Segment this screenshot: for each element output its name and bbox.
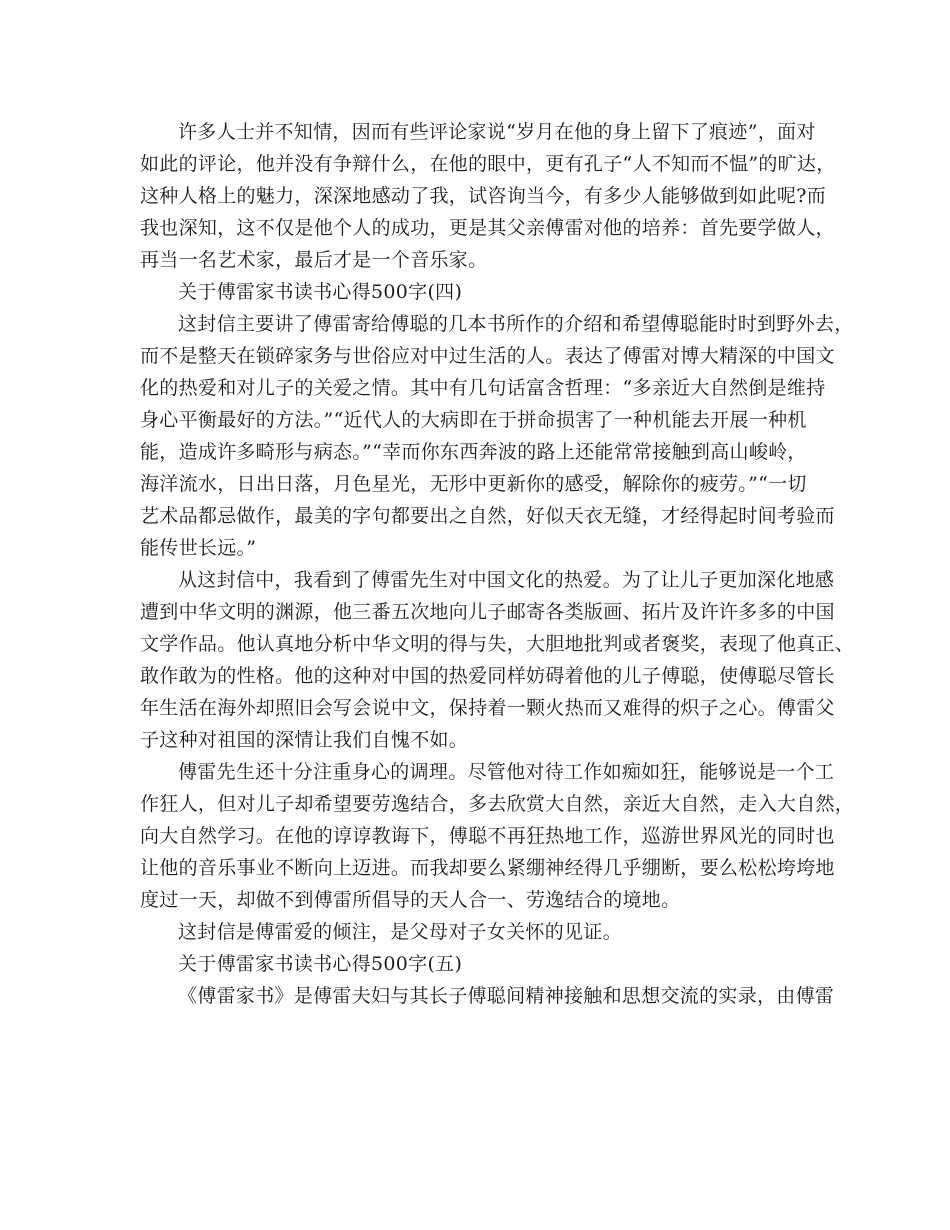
text-line: 而不是整天在锁碎家务与世俗应对中过生活的人。表达了傅雷对博大精深的中国文 (140, 345, 835, 367)
text-line: 关于傅雷家书读书心得500字(四) (178, 281, 463, 303)
text-line: 许多人士并不知情，因而有些评论家说“岁月在他的身上留下了痕迹”，面对 (178, 121, 816, 143)
text-line: 从这封信中，我看到了傅雷先生对中国文化的热爱。为了让儿子更加深化地感 (178, 569, 835, 591)
text-line: 海洋流水，日出日落，月色星光，无形中更新你的感受，解除你的疲劳。”“一切 (140, 473, 807, 495)
text-line: 度过一天，却做不到傅雷所倡导的天人合一、劳逸结合的境地。 (140, 889, 681, 911)
text-line: 化的热爱和对儿子的关爱之情。其中有几句话富含哲理：“多亲近大自然倒是维持 (140, 377, 826, 399)
text-line: 《傅雷家书》是傅雷夫妇与其长子傅聪间精神接触和思想交流的实录，由傅雷 (178, 985, 835, 1007)
text-line: 再当一名艺术家，最后才是一个音乐家。 (140, 249, 488, 271)
text-line: 向大自然学习。在他的谆谆教诲下，傅聪不再狂热地工作，巡游世界风光的同时也 (140, 825, 835, 847)
text-line: 身心平衡最好的方法。”“近代人的大病即在于拼命损害了一种机能去开展一种机 (140, 409, 807, 431)
text-line: 这封信主要讲了傅雷寄给傅聪的几本书所作的介绍和希望傅聪能时时到野外去， (178, 313, 854, 335)
text-line: 敢作敢为的性格。他的这种对中国的热爱同样妨碍着他的儿子傅聪，使傅聪尽管长 (140, 665, 835, 687)
text-line: 这种人格上的魅力，深深地感动了我，试咨询当今，有多少人能够做到如此呢?而 (140, 185, 826, 207)
text-line: 年生活在海外却照旧会写会说中文，保持着一颗火热而又难得的炽子之心。傅雷父 (140, 697, 835, 719)
text-line: 子这种对祖国的深情让我们自愧不如。 (140, 729, 469, 751)
text-line: 艺术品都忌做作，最美的字句都要出之自然，好似天衣无缝，才经得起时间考验而 (140, 505, 835, 527)
text-line: 让他的音乐事业不断向上迈进。而我却要么紧绷神经得几乎绷断，要么松松垮垮地 (140, 857, 835, 879)
text-line: 我也深知，这不仅是他个人的成功，更是其父亲傅雷对他的培养：首先要学做人， (140, 217, 835, 239)
text-line: 傅雷先生还十分注重身心的调理。尽管他对待工作如痴如狂，能够说是一个工 (178, 761, 835, 783)
text-line: 关于傅雷家书读书心得500字(五) (178, 953, 463, 975)
text-line: 遭到中华文明的渊源，他三番五次地向儿子邮寄各类版画、拓片及许许多多的中国 (140, 601, 835, 623)
text-line: 这封信是傅雷爱的倾注，是父母对子女关怀的见证。 (178, 921, 622, 943)
text-line: 文学作品。他认真地分析中华文明的得与失，大胆地批判或者褒奖，表现了他真正、 (140, 633, 855, 655)
document-body (140, 116, 855, 1012)
text-line: 如此的评论，他并没有争辩什么，在他的眼中，更有孔子“人不知而不愠”的旷达， (140, 153, 836, 175)
text-line: 能传世长远。” (140, 537, 257, 559)
text-line: 作狂人，但对儿子却希望要劳逸结合，多去欣赏大自然，亲近大自然，走入大自然， (140, 793, 855, 815)
text-line: 能，造成许多畸形与病态。”“幸而你东西奔波的路上还能常常接触到高山峻岭， (140, 441, 807, 463)
